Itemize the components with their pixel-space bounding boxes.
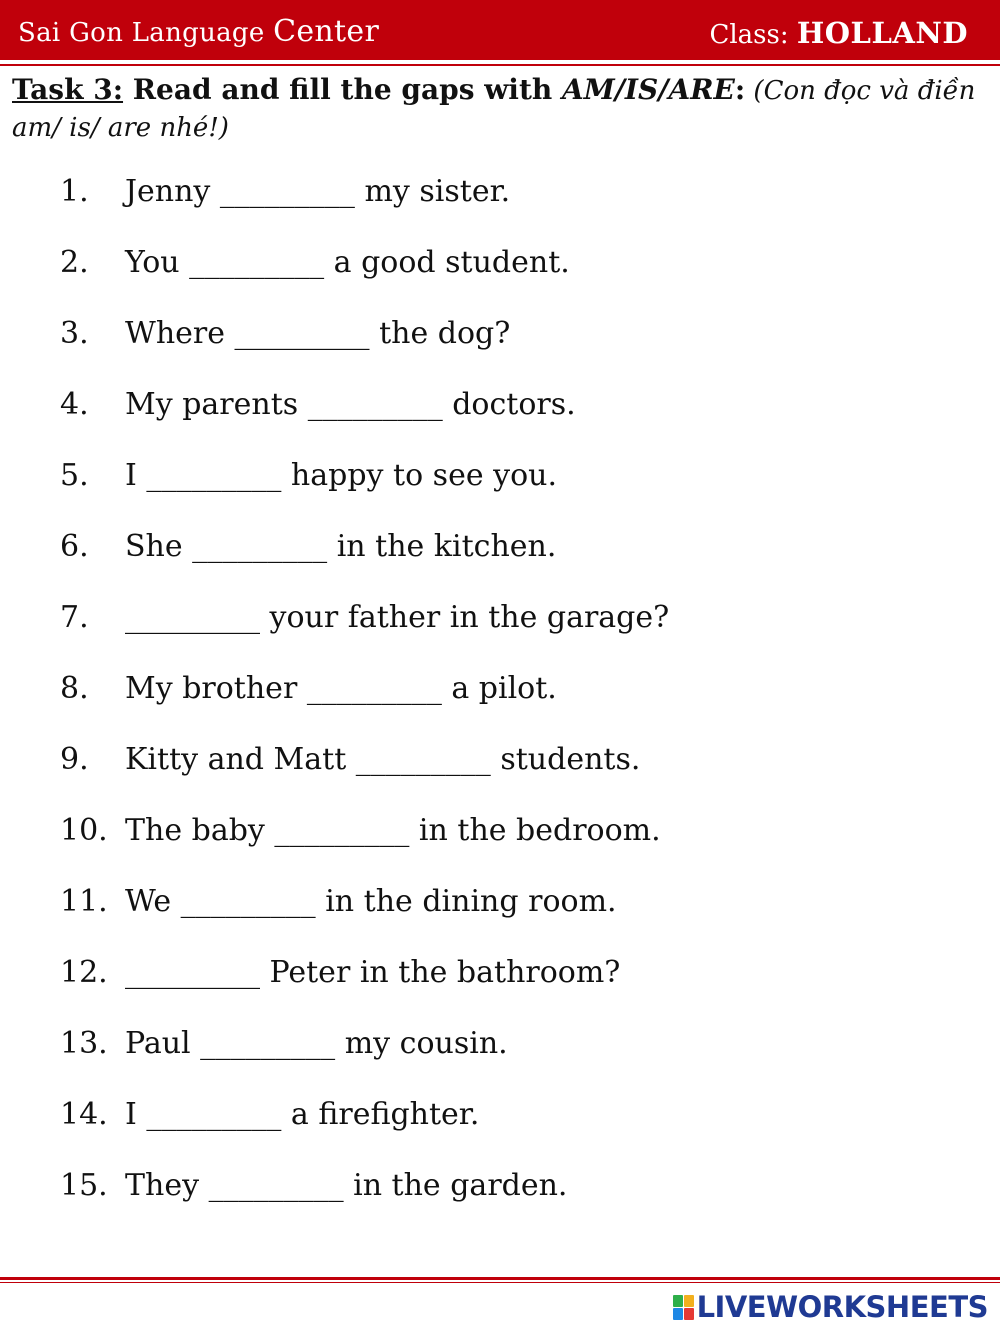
task-keywords: AM/IS/ARE (561, 73, 735, 106)
question-text: I _________ a firefighter. (125, 1097, 480, 1132)
question-item (60, 880, 669, 951)
question-text: The baby _________ in the bedroom. (125, 813, 661, 848)
question-item (60, 525, 669, 596)
question-list (60, 170, 669, 1235)
question-text: Where _________ the dog? (125, 316, 511, 351)
task-instruction: Read and fill the gaps with (123, 73, 562, 106)
footer-divider-thin (0, 1282, 1000, 1283)
question-number: 9. (60, 742, 89, 777)
question-text: Jenny _________ my sister. (125, 174, 511, 209)
question-number: 3. (60, 316, 89, 351)
class-label (709, 16, 968, 50)
task-colon: : (734, 73, 746, 106)
question-number: 11. (60, 884, 108, 919)
center-name (18, 14, 379, 49)
question-item (60, 312, 669, 383)
task-label: Task 3: (12, 73, 124, 106)
question-number: 12. (60, 955, 108, 990)
question-item (60, 667, 669, 738)
question-number: 14. (60, 1097, 108, 1132)
question-text: She _________ in the kitchen. (125, 529, 557, 564)
liveworksheets-brand[interactable] (673, 1290, 988, 1324)
question-number: 13. (60, 1026, 108, 1061)
task-note: (Con đọc và điền am/ is/ are nhé!) (12, 76, 976, 143)
question-item (60, 241, 669, 312)
brand-name: LIVEWORKSHEETS (696, 1290, 988, 1324)
question-item (60, 454, 669, 525)
center-name-part1: Sai Gon Language (18, 18, 274, 48)
header-divider (0, 64, 1000, 66)
footer-divider (0, 1277, 1000, 1280)
question-text: Kitty and Matt _________ students. (125, 742, 641, 777)
question-item (60, 596, 669, 667)
question-text: I _________ happy to see you. (125, 458, 557, 493)
question-item (60, 951, 669, 1022)
question-text: _________ your father in the garage? (125, 600, 670, 635)
question-number: 8. (60, 671, 89, 706)
question-text: _________ Peter in the bathroom? (125, 955, 621, 990)
question-number: 4. (60, 387, 89, 422)
question-item (60, 1093, 669, 1164)
question-number: 2. (60, 245, 89, 280)
question-text: We _________ in the dining room. (125, 884, 617, 919)
task-heading (12, 72, 982, 146)
question-number: 10. (60, 813, 108, 848)
question-number: 6. (60, 529, 89, 564)
question-number: 15. (60, 1168, 108, 1203)
question-number: 1. (60, 174, 89, 209)
header-bar (0, 0, 1000, 60)
question-number: 5. (60, 458, 89, 493)
question-text: My parents _________ doctors. (125, 387, 576, 422)
question-number: 7. (60, 600, 89, 635)
class-value: HOLLAND (796, 16, 968, 50)
center-name-part2: Center (273, 14, 380, 49)
question-text: They _________ in the garden. (125, 1168, 568, 1203)
question-item (60, 383, 669, 454)
question-text: Paul _________ my cousin. (125, 1026, 508, 1061)
question-item (60, 170, 669, 241)
class-label-text: Class: (709, 20, 797, 50)
question-text: You _________ a good student. (125, 245, 570, 280)
question-item (60, 738, 669, 809)
question-item (60, 809, 669, 880)
question-item (60, 1022, 669, 1093)
liveworksheets-logo-icon (673, 1295, 694, 1320)
question-text: My brother _________ a pilot. (125, 671, 557, 706)
question-item (60, 1164, 669, 1235)
